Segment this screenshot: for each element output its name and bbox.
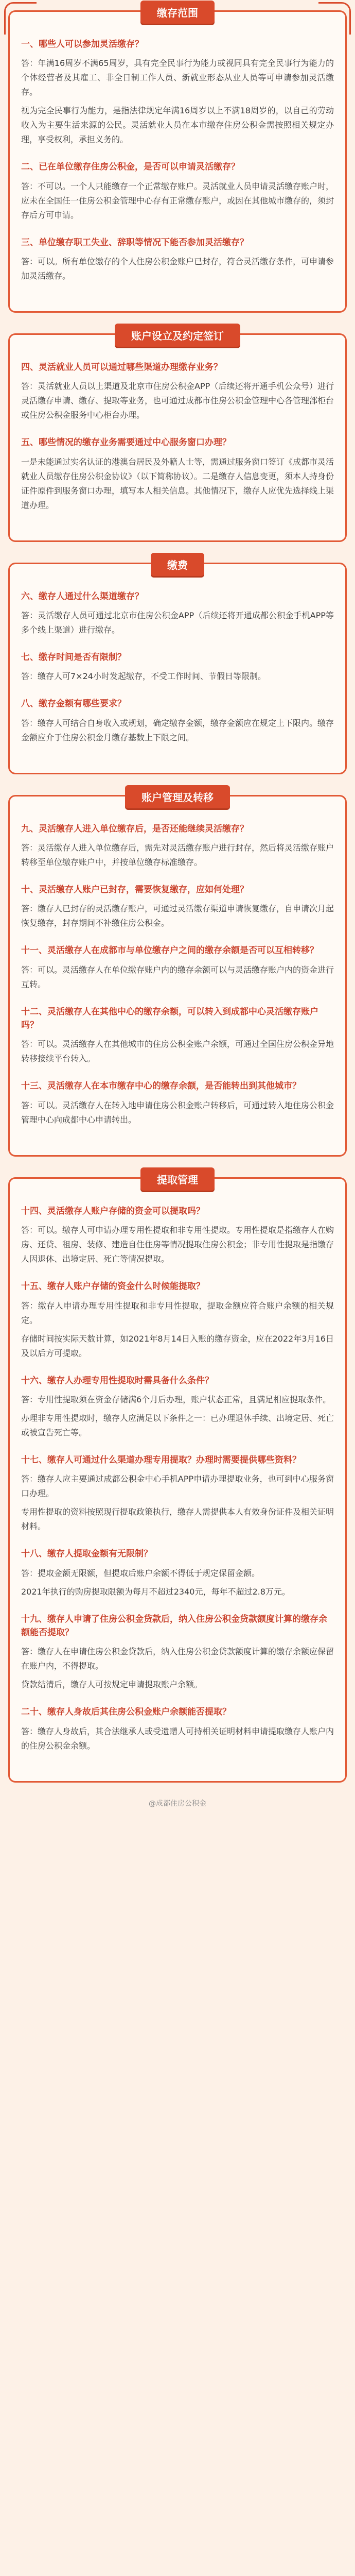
faq-question: 十七、缴存人可通过什么渠道办理专用提取？办理时需要提供哪些资料？ <box>21 1454 301 1465</box>
section-title: 账户设立及约定签订 <box>115 324 240 347</box>
faq-answer: 答：可以。缴存人可申请办理专用性提取和非专用性提取。专用性提取是指缴存人在购房、还贷、租房、装修、建造自住住房等情况提取住房公积金；非专用性提取是指缴存人因退休、出境定居、死亡等情况提取。 <box>21 1225 334 1264</box>
faq-item <box>21 944 334 991</box>
faq-answer: 答：缴存人可7×24小时发起缴存，不受工作时间、节假日等限制。 <box>21 671 266 682</box>
faq-answer: 视为完全民事行为能力，是指法律规定年满16周岁以上不满18周岁的，以自己的劳动收入为主要生活来源的公民。灵活就业人员在本市缴存住房公积金需按照相关规定办理，享受权利，承担义务的。 <box>21 106 334 145</box>
faq-answer: 一是未能通过实名认证的港澳台居民及外籍人士等，需通过服务窗口签订《成都市灵活就业人员缴存住房公积金协议》（以下简称协议）。二是缴存人信息变更，须本人持身份证件原件到服务窗口办理，填写本人相关信息。其他情况下，缴存人应优先选择线上渠道办理。 <box>21 456 334 510</box>
faq-question: 五、哪些情况的缴存业务需要通过中心服务窗口办理？ <box>21 437 231 448</box>
faq-answer: 答：可以。灵活缴存人在其他城市的住房公积金账户余额，可通过全国住房公积金异地转移接续平台转入。 <box>21 1039 334 1064</box>
faq-answer: 答：提取金额无限额，但提取后账户余额不得低于规定保留金额。 <box>21 1568 260 1578</box>
faq-question: 二十、缴存人身故后其住房公积金账户余额能否提取？ <box>21 1707 231 1718</box>
faq-section <box>8 330 347 542</box>
faq-answer: 答：灵活缴存人员可通过北京市住房公积金APP（后续还将开通成都公积金手机APP等多个线上渠道）进行缴存。 <box>21 611 334 635</box>
faq-section <box>8 7 347 313</box>
faq-question: 十四、灵活缴存人账户存储的资金可以提取吗？ <box>21 1206 205 1216</box>
faq-answer: 答：缴存人可结合自身收入或规划，确定缴存金额，缴存金额应在规定上下限内。缴存金额应介于住房公积金月缴存基数上下限之间。 <box>21 718 334 742</box>
faq-answer: 答：不可以。一个人只能缴存一个正常缴存账户。灵活就业人员申请灵活缴存账户时，应未在全国任一住房公积金管理中心存有正常缴存账户，或因在其他城市缴存的，须封存后方可申请。 <box>21 181 334 220</box>
faq-answer: 答：缴存人在申请住房公积金贷款后，纳入住房公积金贷款额度计算的缴存余额应保留在账户内，不得提取。 <box>21 1647 334 1671</box>
faq-answer: 答：可以。所有单位缴存的个人住房公积金账户已封存，符合灵活缴存条件，可申请参加灵活缴存。 <box>21 257 334 281</box>
section-title: 缴存范围 <box>140 1 215 24</box>
faq-question: 四、灵活就业人员可以通过哪些渠道办理缴存业务？ <box>21 362 222 373</box>
faq-item <box>21 160 334 222</box>
faq-item <box>21 883 334 930</box>
faq-answer: 答：缴存人应主要通过成都公积金中心手机APP申请办理提取业务，也可到中心服务窗口办理。 <box>21 1474 334 1499</box>
faq-question: 一、哪些人可以参加灵活缴存？ <box>21 39 144 49</box>
faq-question: 十三、灵活缴存人在本市缴存中心的缴存余额，是否能转出到其他城市？ <box>21 1081 301 1092</box>
section-title: 账户管理及转移 <box>125 785 230 808</box>
faq-item <box>21 1613 334 1692</box>
faq-answer: 答：可以。灵活缴存人在单位缴存账户内的缴存余额可以与灵活缴存账户内的资金进行互转。 <box>21 964 334 989</box>
faq-question: 十八、缴存人提取金额有无限制？ <box>21 1549 152 1560</box>
faq-item <box>21 1079 334 1127</box>
faq-question: 十、灵活缴存人账户已封存，需要恢复缴存，应如何处理？ <box>21 885 248 895</box>
faq-question: 三、单位缴存职工失业、辞职等情况下能否参加灵活缴存？ <box>21 237 248 248</box>
section-title: 提取管理 <box>140 1167 215 1191</box>
faq-item <box>21 697 334 744</box>
faq-answer: 2021年执行的购房提取限额为每月不超过2340元，每年不超过2.8万元。 <box>21 1586 290 1597</box>
faq-answer: 专用性提取的资料按照现行提取政策执行，缴存人需提供本人有效身份证件及相关证明材料。 <box>21 1507 334 1532</box>
faq-answer: 存储时间按实际天数计算，如2021年8月14日入账的缴存资金，应在2022年3月16日及以后方可提取。 <box>21 1333 334 1358</box>
faq-question: 九、灵活缴存人进入单位缴存后，是否还能继续灵活缴存？ <box>21 823 248 834</box>
faq-answer: 答：缴存人身故后，其合法继承人或受遗赠人可持相关证明材料申请提取缴存人账户内的住房公积金余额。 <box>21 1726 334 1751</box>
faq-answer: 答：缴存人已封存的灵活缴存账户，可通过灵活缴存渠道申请恢复缴存，自申请次月起恢复缴存，封存期间不补缴住房公积金。 <box>21 904 334 928</box>
faq-question: 十五、缴存人账户存储的资金什么时候能提取？ <box>21 1281 205 1292</box>
faq-answer: 答：灵活就业人员以上渠道及北京市住房公积金APP（后续还将开通手机公众号）进行灵活缴存申请、缴存、提取等业务，也可通过成都市住房公积金管理中心各管理部柜台或住房公积金服务中心柜台办理。 <box>21 381 334 420</box>
faq-item <box>21 1374 334 1440</box>
faq-question: 八、缴存金额有哪些要求？ <box>21 699 126 709</box>
faq-item <box>21 1005 334 1066</box>
faq-item <box>21 236 334 283</box>
section-title: 缴费 <box>151 553 204 576</box>
faq-item <box>21 361 334 422</box>
faq-section <box>8 1173 347 1783</box>
faq-item <box>21 822 334 870</box>
faq-question: 十二、灵活缴存人在其他中心的缴存余额，可以转入到成都中心灵活缴存账户吗？ <box>21 1006 318 1031</box>
faq-question: 十九、缴存人申请了住房公积金贷款后，纳入住房公积金贷款额度计算的缴存余额能否提取？ <box>21 1614 327 1638</box>
faq-item <box>21 38 334 147</box>
faq-answer: 办理非专用性提取时，缴存人应满足以下条件之一：已办理退休手续、出境定居、死亡或被宣告死亡等。 <box>21 1413 334 1437</box>
faq-answer: 答：缴存人申请办理专用性提取和非专用性提取，提取金额应符合账户余额的相关规定。 <box>21 1300 334 1325</box>
faq-item <box>21 1705 334 1753</box>
faq-item <box>21 590 334 637</box>
faq-answer: 答：专用性提取须在资金存储满6个月后办理，账户状态正常，且满足相应提取条件。 <box>21 1394 331 1404</box>
faq-question: 六、缴存人通过什么渠道缴存？ <box>21 591 144 602</box>
faq-answer: 答：可以。灵活缴存人在转入地申请住房公积金账户转移后，可通过转入地住房公积金管理中心向成都中心申请转出。 <box>21 1100 334 1125</box>
faq-section <box>8 791 347 1157</box>
faq-item <box>21 1205 334 1266</box>
faq-item <box>21 651 334 684</box>
faq-question: 二、已在单位缴存住房公积金，是否可以申请灵活缴存？ <box>21 162 240 173</box>
faq-item <box>21 436 334 512</box>
faq-answer: 答：年满16周岁不满65周岁，具有完全民事行为能力或视同具有完全民事行为能力的个体经营者及其雇工、非全日制工作人员、新就业形态从业人员等可申请参加灵活缴存。 <box>21 58 334 97</box>
footer: @成都住房公积金 <box>149 1799 206 1808</box>
faq-section <box>8 558 347 774</box>
faq-item <box>21 1453 334 1534</box>
faq-question: 十六、缴存人办理专用性提取时需具备什么条件？ <box>21 1375 214 1386</box>
faq-item <box>21 1547 334 1599</box>
faq-answer: 贷款结清后，缴存人可按规定申请提取账户余额。 <box>21 1680 203 1690</box>
faq-item <box>21 1280 334 1360</box>
faq-question: 十一、灵活缴存人在成都市与单位缴存户之间的缴存余额是否可以互相转移？ <box>21 945 318 956</box>
faq-sections <box>5 7 350 1783</box>
faq-question: 七、缴存时间是否有限制？ <box>21 652 126 663</box>
faq-answer: 答：灵活缴存人进入单位缴存后，需先对灵活缴存账户进行封存，然后将灵活缴存账户转移至单位缴存账户中，并按单位缴存标准缴存。 <box>21 843 334 868</box>
